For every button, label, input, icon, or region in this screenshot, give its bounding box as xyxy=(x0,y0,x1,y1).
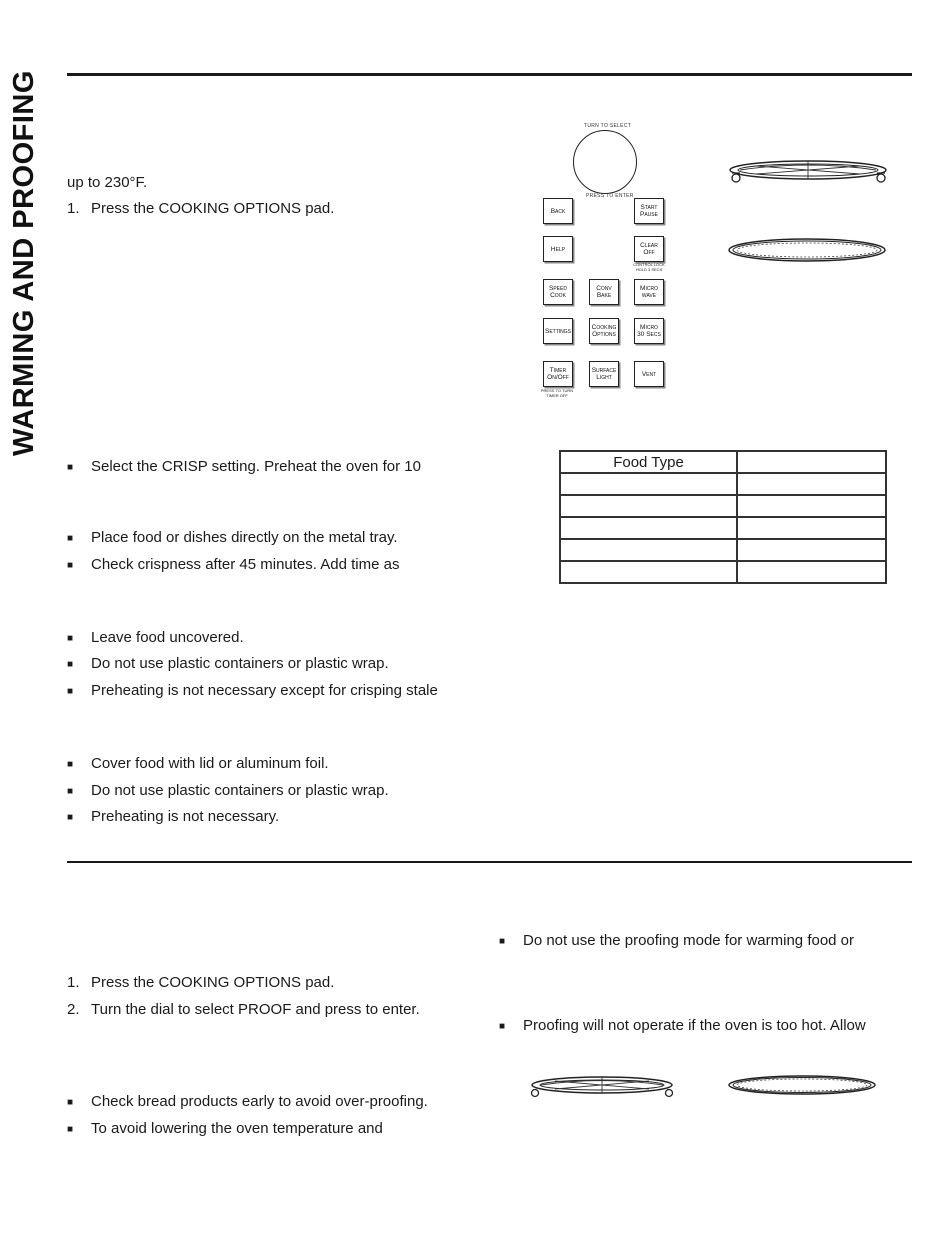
cooking-options-button[interactable]: Cooking Options xyxy=(589,318,619,344)
vent-button[interactable]: Vent xyxy=(634,361,664,387)
section-side-title: WARMING AND PROOFING xyxy=(8,70,40,456)
bullet-square-icon: ■ xyxy=(67,786,74,797)
table-cell xyxy=(737,517,886,539)
microwave-button[interactable]: Micro wave xyxy=(634,279,664,305)
table-header-cell: Food Type xyxy=(560,451,737,473)
table-cell xyxy=(737,539,886,561)
table-row xyxy=(560,517,886,539)
bullet-square-icon: ■ xyxy=(67,560,74,571)
proofing-left-bullet: ■ Check bread products early to avoid over-proofing. xyxy=(67,1093,428,1110)
covered-bullet: ■ Preheating is not necessary. xyxy=(67,808,280,825)
table-header-row xyxy=(560,451,886,473)
warming-step-1: 1. Press the COOKING OPTIONS pad. xyxy=(67,200,335,217)
oven-rack-icon xyxy=(726,154,891,188)
back-button[interactable]: Back xyxy=(543,198,573,224)
oven-rack-icon xyxy=(527,1072,677,1102)
uncovered-bullet: ■ Preheating is not necessary except for crisping stale xyxy=(67,682,438,699)
surface-light-button[interactable]: Surface Light xyxy=(589,361,619,387)
table-cell xyxy=(560,561,737,583)
clear-off-button[interactable]: Clear Off xyxy=(634,236,664,262)
bullet-square-icon: ■ xyxy=(67,812,74,823)
timer-button[interactable]: Timer On/Off xyxy=(543,361,573,387)
table-cell xyxy=(560,517,737,539)
micro-30-secs-button[interactable]: Micro 30 Secs xyxy=(634,318,664,344)
covered-bullet: ■ Do not use plastic containers or plastic wrap. xyxy=(67,782,389,799)
speedcook-button[interactable]: Speed Cook xyxy=(543,279,573,305)
table-cell xyxy=(737,495,886,517)
table-row xyxy=(560,473,886,495)
uncovered-bullet: ■ Do not use plastic containers or plastic wrap. xyxy=(67,655,389,672)
proofing-right-bullet: ■ Do not use the proofing mode for warming food or xyxy=(499,932,855,949)
proofing-left-bullet: ■ To avoid lowering the oven temperature and xyxy=(67,1120,383,1137)
timer-note: PRESS TO TURN TIMER OFF xyxy=(540,388,574,398)
table-cell xyxy=(737,473,886,495)
food-type-table xyxy=(559,450,887,584)
bullet-square-icon: ■ xyxy=(67,686,74,697)
crisp-bullet: ■ Select the CRISP setting. Preheat the oven for 10 xyxy=(67,458,421,475)
table-row xyxy=(560,561,886,583)
select-dial[interactable] xyxy=(573,130,637,194)
table-cell xyxy=(737,561,886,583)
dial-bottom-label: PRESS TO ENTER xyxy=(586,193,634,199)
bullet-square-icon: ■ xyxy=(499,936,506,947)
table-header-cell xyxy=(737,451,886,473)
help-button[interactable]: Help xyxy=(543,236,573,262)
conv-bake-button[interactable]: Conv Bake xyxy=(589,279,619,305)
settings-button[interactable]: Settings xyxy=(543,318,573,344)
covered-bullet: ■ Cover food with lid or aluminum foil. xyxy=(67,755,329,772)
control-lock-note: CONTROL LOCK HOLD 3 SECS xyxy=(633,262,665,272)
bullet-square-icon: ■ xyxy=(67,633,74,644)
warming-intro-text: up to 230°F. xyxy=(67,174,148,191)
metal-tray-icon xyxy=(727,236,887,264)
section-divider-top xyxy=(67,73,912,76)
table-cell xyxy=(560,495,737,517)
bullet-square-icon: ■ xyxy=(499,1021,506,1032)
bullet-square-icon: ■ xyxy=(67,759,74,770)
proofing-step-1: 1. Press the COOKING OPTIONS pad. xyxy=(67,974,335,991)
bullet-square-icon: ■ xyxy=(67,533,74,544)
metal-tray-icon xyxy=(727,1073,877,1097)
table-row xyxy=(560,495,886,517)
section-divider-middle xyxy=(67,861,912,863)
bullet-square-icon: ■ xyxy=(67,462,74,473)
uncovered-bullet: ■ Leave food uncovered. xyxy=(67,629,244,646)
start-pause-button[interactable]: Start Pause xyxy=(634,198,664,224)
proofing-step-2: 2. Turn the dial to select PROOF and press to enter. xyxy=(67,1001,420,1018)
bullet-square-icon: ■ xyxy=(67,1097,74,1108)
table-row xyxy=(560,539,886,561)
crisp-bullet: ■ Place food or dishes directly on the metal tray. xyxy=(67,529,398,546)
proofing-right-bullet: ■ Proofing will not operate if the oven is too hot. Allow xyxy=(499,1017,866,1034)
bullet-square-icon: ■ xyxy=(67,1124,74,1135)
table-cell xyxy=(560,539,737,561)
table-cell xyxy=(560,473,737,495)
crisp-bullet: ■ Check crispness after 45 minutes. Add time as xyxy=(67,556,400,573)
dial-top-label: TURN TO SELECT xyxy=(584,123,632,129)
bullet-square-icon: ■ xyxy=(67,659,74,670)
